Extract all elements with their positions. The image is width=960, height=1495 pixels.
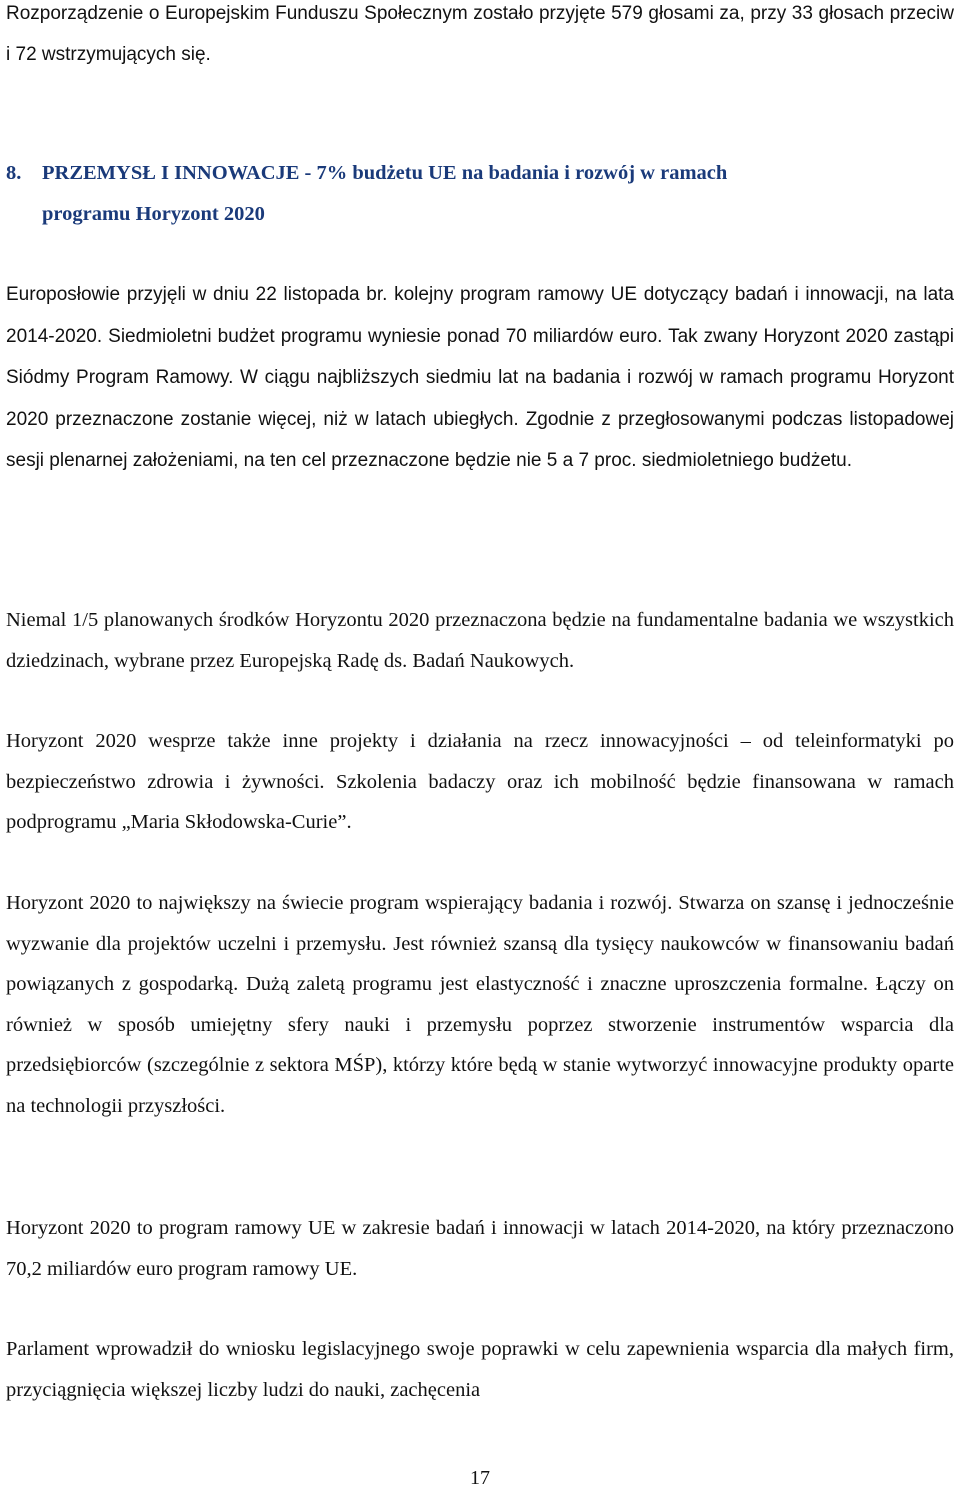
- paragraph-1: [6, 274, 954, 482]
- paragraph-3: Horyzont 2020 wesprze także inne projekty i działania na rzecz innowacyjności – od teleinformatyki po bezpieczeństwo zdrowia i żywności. Szkolenia badaczy oraz ich mobilność będzie finansowana w ramach podprogramu „Maria Skłodowska-Curie”.: [6, 730, 954, 833]
- paragraph-1-lead: Europosłowie przyjęli w dniu 22 listopada br. kolejny program ramowy UE dotyczący badań i innowacji, na lata 2014-2020.: [6, 284, 954, 347]
- intro-paragraph: Rozporządzenie o Europejskim Funduszu Społecznym zostało przyjęte 579 głosami za, przy 33 głosach przeciw i 72 wstrzymujących się.: [6, 3, 954, 65]
- section-number: 8.: [6, 162, 22, 184]
- paragraph-2: Niemal 1/5 planowanych środków Horyzontu 2020 przeznaczona będzie na fundamentalne badania we wszystkich dziedzinach, wybrane przez Europejską Radę ds. Badań Naukowych.: [6, 609, 954, 672]
- paragraph-4: Horyzont 2020 to największy na świecie program wspierający badania i rozwój. Stwarza on szansę i jednocześnie wyzwanie dla projektów uczelni i przemysłu. Jest również szansą dla tysięcy naukowców w finansowaniu badań powiązanych z gospodarką. Dużą zaletą programu jest elastyczność i znaczne uproszczenia formalne. Łączy on również w sposób umiejętny sfery nauki i przemysłu poprzez stworzenie instrumentów wsparcia dla przedsiębiorców (szczególnie z sektora MŚP), którzy które będą w stanie wytworzyć innowacyjne produkty oparte na technologii przyszłości.: [6, 892, 954, 1117]
- section-title-line1: PRZEMYSŁ I INNOWACJE - 7% budżetu UE na badania i rozwój w ramach: [42, 162, 728, 184]
- section-title-line2: programu Horyzont 2020: [42, 202, 265, 225]
- paragraph-6: Parlament wprowadził do wniosku legislacyjnego swoje poprawki w celu zapewnienia wsparcia dla małych firm, przyciągnięcia większej liczby ludzi do nauki, zachęcenia: [6, 1338, 954, 1401]
- paragraph-1-body: Siedmioletni budżet programu wyniesie ponad 70 miliardów euro. Tak zwany Horyzont 2020 zastąpi Siódmy Program Ramowy. W ciągu najbliższych siedmiu lat na badania i rozwój w ramach programu Horyzont 2020 przeznaczone zostanie więcej, niż w latach ubiegłych. Zgodnie z przegłosowanymi podczas listopadowej sesji plenarnej założeniami, na ten cel przeznaczone będzie nie 5 a 7 proc. siedmioletniego budżetu.: [6, 325, 954, 471]
- page-number: 17: [470, 1467, 490, 1489]
- paragraph-5: Horyzont 2020 to program ramowy UE w zakresie badań i innowacji w latach 2014-2020, na który przeznaczono 70,2 miliardów euro program ramowy UE.: [6, 1217, 954, 1280]
- section-heading: [6, 153, 954, 234]
